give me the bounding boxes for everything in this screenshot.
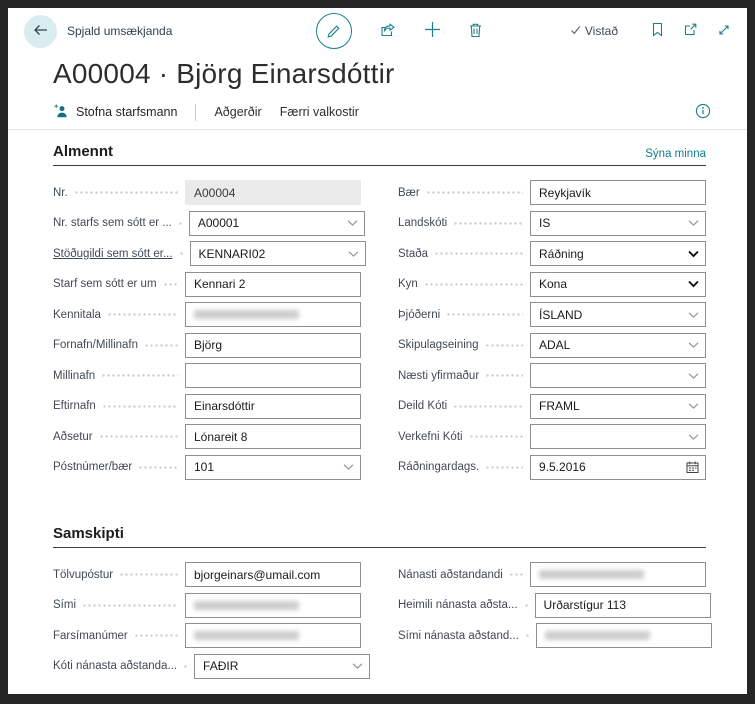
chevron-down-icon[interactable]: [688, 403, 699, 410]
lookup-input[interactable]: [530, 333, 706, 358]
field-row: [53, 424, 361, 449]
dotted-leader: [485, 344, 523, 347]
redacted-value: [194, 601, 299, 610]
lookup-input[interactable]: [530, 394, 706, 419]
field-row: [398, 593, 706, 618]
chevron-down-icon[interactable]: [347, 220, 358, 227]
chevron-down-icon[interactable]: [688, 220, 699, 227]
field-row: [53, 333, 361, 358]
lookup-input[interactable]: [194, 654, 370, 679]
dotted-leader: [469, 435, 523, 438]
chevron-down-icon[interactable]: [688, 342, 699, 349]
field-value: ÍSLAND: [539, 307, 583, 322]
field-row: [398, 455, 706, 480]
field-row: [53, 211, 361, 236]
bookmark-icon: [651, 22, 664, 40]
text-input[interactable]: [535, 593, 711, 618]
text-input[interactable]: [536, 623, 712, 648]
text-input[interactable]: [185, 333, 361, 358]
field-row: [398, 623, 706, 648]
text-input[interactable]: [185, 623, 361, 648]
open-in-new-window-button[interactable]: [683, 22, 698, 40]
form-column-left: [53, 180, 361, 485]
field-label: Ráðningardags.: [398, 461, 480, 473]
dotted-leader: [485, 466, 523, 469]
section-header: [53, 143, 706, 166]
dotted-leader: [453, 222, 523, 225]
dotted-leader: [424, 283, 523, 286]
field-value: ADAL: [539, 338, 571, 352]
select-input[interactable]: [530, 241, 706, 266]
redacted-value: [545, 631, 650, 640]
page-title: A00004 · Björg Einarsdóttir: [53, 58, 395, 89]
field-row: [398, 272, 706, 297]
expand-button[interactable]: [717, 23, 731, 40]
field-label: Fornafn/Millinafn: [53, 339, 139, 351]
info-button[interactable]: [695, 103, 711, 122]
dotted-leader: [446, 313, 523, 316]
field-row: [398, 241, 706, 266]
dotted-leader: [119, 573, 178, 576]
field-label: Millinafn: [53, 369, 96, 382]
back-button[interactable]: [24, 15, 57, 48]
field-label: Sími nánasta aðstand...: [398, 629, 519, 642]
save-status-label: Vistað: [584, 24, 618, 38]
field-label: Nánasti aðstandandi: [398, 568, 503, 581]
text-input[interactable]: [185, 302, 361, 327]
share-button[interactable]: [379, 22, 397, 41]
field-value: Kennari 2: [194, 277, 246, 291]
field-label: Sími: [53, 599, 76, 611]
field-row: [398, 333, 706, 358]
text-input[interactable]: [185, 593, 361, 618]
field-row: [53, 241, 361, 266]
field-label: Kóti nánasta aðstanda...: [53, 660, 178, 672]
field-value: Urðarstígur 113: [543, 598, 627, 612]
dotted-leader: [144, 344, 178, 347]
dotted-leader: [524, 604, 528, 607]
field-row: [398, 363, 706, 388]
field-label: Landskóti: [398, 217, 448, 229]
divider: [195, 104, 196, 121]
form-grid: [53, 562, 706, 684]
dotted-leader: [163, 283, 178, 286]
share-icon: [379, 22, 397, 41]
field-value: FRAML: [539, 399, 580, 413]
chevron-down-icon[interactable]: [688, 433, 699, 440]
field-label: Póstnúmer/bær: [53, 461, 133, 473]
text-input[interactable]: [185, 363, 361, 388]
section-almennt: [53, 143, 706, 485]
dotted-leader: [434, 252, 523, 255]
create-employee-button[interactable]: [53, 103, 177, 122]
divider: [8, 129, 747, 130]
dotted-leader: [178, 222, 182, 225]
field-value: Reykjavík: [539, 185, 592, 200]
action-bar: [53, 98, 711, 126]
field-label: Farsímanúmer: [53, 629, 128, 642]
save-status: [570, 24, 618, 38]
person-add-icon: [53, 103, 69, 122]
redacted-value: [539, 570, 644, 579]
dotted-leader: [509, 573, 523, 576]
field-label: Skipulagseining: [398, 339, 479, 351]
add-button[interactable]: [424, 21, 441, 41]
chevron-down-icon[interactable]: [688, 372, 699, 379]
check-icon: [570, 24, 581, 38]
field-value: A00004: [194, 185, 236, 200]
back-arrow-icon: [32, 23, 49, 40]
field-value: KENNARI02: [198, 246, 266, 261]
chevron-down-icon[interactable]: [343, 464, 354, 471]
section-header: [53, 525, 706, 548]
field-row: [398, 562, 706, 587]
field-value: Lónareit 8: [194, 429, 248, 444]
text-input[interactable]: [530, 562, 706, 587]
field-label: Þjóðerni: [398, 308, 441, 321]
text-input[interactable]: [185, 394, 361, 419]
form-column-right: [398, 180, 706, 485]
dotted-leader: [179, 252, 183, 255]
field-value: Björg: [194, 338, 223, 352]
field-row: [53, 654, 361, 679]
lookup-input[interactable]: [185, 455, 361, 480]
field-value: FAÐIR: [203, 659, 239, 673]
dotted-leader: [453, 405, 523, 408]
field-label: Kyn: [398, 278, 418, 290]
field-label: Verkefni Kóti: [398, 430, 463, 443]
dotted-leader: [485, 374, 523, 377]
actions-menu[interactable]: Aðgerðir: [214, 105, 262, 119]
text-input[interactable]: [185, 272, 361, 297]
field-label: Nr. starfs sem sótt er ...: [53, 217, 172, 229]
text-input[interactable]: [185, 562, 361, 587]
dotted-leader: [183, 665, 187, 668]
lookup-input[interactable]: [190, 241, 366, 266]
field-label: Tölvupóstur: [53, 568, 114, 581]
dotted-leader: [426, 191, 523, 194]
chevron-down-icon[interactable]: [348, 250, 359, 257]
trash-icon: [468, 22, 483, 41]
section-samskipti: [53, 525, 706, 684]
field-row: [53, 180, 361, 205]
field-label: Aðsetur: [53, 430, 93, 443]
chevron-down-icon[interactable]: [688, 250, 699, 258]
field-label: Staða: [398, 247, 429, 260]
dotted-leader: [99, 435, 178, 438]
expand-icon: [717, 23, 731, 40]
field-value: Kona: [539, 277, 568, 291]
bookmark-button[interactable]: [651, 22, 664, 40]
field-row: [398, 302, 706, 327]
select-input[interactable]: [530, 272, 706, 297]
lookup-input[interactable]: [530, 302, 706, 327]
field-label: Stöðugildi sem sótt er...: [53, 247, 173, 260]
lookup-input[interactable]: [530, 424, 706, 449]
dotted-leader: [102, 405, 178, 408]
field-row: [398, 394, 706, 419]
dotted-leader: [525, 634, 529, 637]
field-label: Bær: [398, 186, 420, 199]
chevron-down-icon[interactable]: [688, 280, 699, 288]
dotted-leader: [101, 374, 178, 377]
field-label: Eftirnafn: [53, 400, 96, 412]
chevron-down-icon[interactable]: [352, 663, 363, 670]
create-employee-label: Stofna starfsmann: [76, 105, 178, 119]
form-column-left: [53, 562, 361, 684]
toolbar-right: [570, 22, 731, 40]
text-input[interactable]: [530, 180, 706, 205]
lookup-input[interactable]: [530, 363, 706, 388]
field-value: Einarsdóttir: [194, 399, 255, 413]
field-label: Starf sem sótt er um: [53, 278, 157, 290]
plus-icon: [424, 21, 441, 41]
section-title: Almennt: [53, 143, 113, 160]
field-row: [53, 394, 361, 419]
dotted-leader: [134, 634, 178, 637]
pencil-icon: [316, 13, 352, 49]
field-label: Næsti yfirmaður: [398, 369, 480, 382]
toolbar-center: [316, 8, 483, 54]
top-bar: [8, 8, 747, 54]
field-label: Nr.: [53, 186, 68, 199]
delete-button[interactable]: [468, 22, 483, 41]
app-window: [8, 8, 747, 694]
field-row: [53, 302, 361, 327]
info-icon: [695, 103, 711, 122]
text-input[interactable]: [185, 424, 361, 449]
calendar-icon[interactable]: [686, 461, 699, 474]
date-input[interactable]: [530, 455, 706, 480]
field-row: [53, 272, 361, 297]
field-value: Ráðning: [539, 246, 584, 261]
chevron-down-icon[interactable]: [688, 311, 699, 318]
fewer-options-menu[interactable]: Færri valkostir: [279, 105, 359, 119]
lookup-input[interactable]: [530, 211, 706, 236]
field-value: 9.5.2016: [539, 460, 586, 474]
lookup-input[interactable]: [189, 211, 365, 236]
dotted-leader: [107, 313, 178, 316]
breadcrumb: Spjald umsækjanda: [67, 24, 173, 38]
field-row: [53, 562, 361, 587]
redacted-value: [194, 310, 299, 319]
field-row: [53, 363, 361, 388]
dotted-leader: [82, 604, 178, 607]
redacted-value: [194, 631, 299, 640]
field-row: [53, 623, 361, 648]
field-value: 101: [194, 460, 215, 474]
open-in-new-icon: [683, 22, 698, 40]
field-row: [398, 424, 706, 449]
field-row: [398, 180, 706, 205]
show-less-link[interactable]: Sýna minna: [645, 148, 706, 160]
field-label: Heimili nánasta aðsta...: [398, 599, 518, 611]
field-label: Kennitala: [53, 308, 101, 321]
edit-button[interactable]: [316, 13, 352, 49]
field-row: [53, 455, 361, 480]
form-column-right: [398, 562, 706, 684]
field-value: A00001: [197, 216, 240, 230]
field-value: bjorgeinars@umail.com: [194, 567, 321, 582]
section-title: Samskipti: [53, 525, 124, 542]
dotted-leader: [138, 466, 178, 469]
field-label: Deild Kóti: [398, 400, 448, 412]
field-row: [53, 593, 361, 618]
readonly-field: [185, 180, 361, 205]
form-grid: [53, 180, 706, 485]
field-row: [398, 211, 706, 236]
field-value: IS: [539, 216, 551, 230]
dotted-leader: [74, 191, 178, 194]
